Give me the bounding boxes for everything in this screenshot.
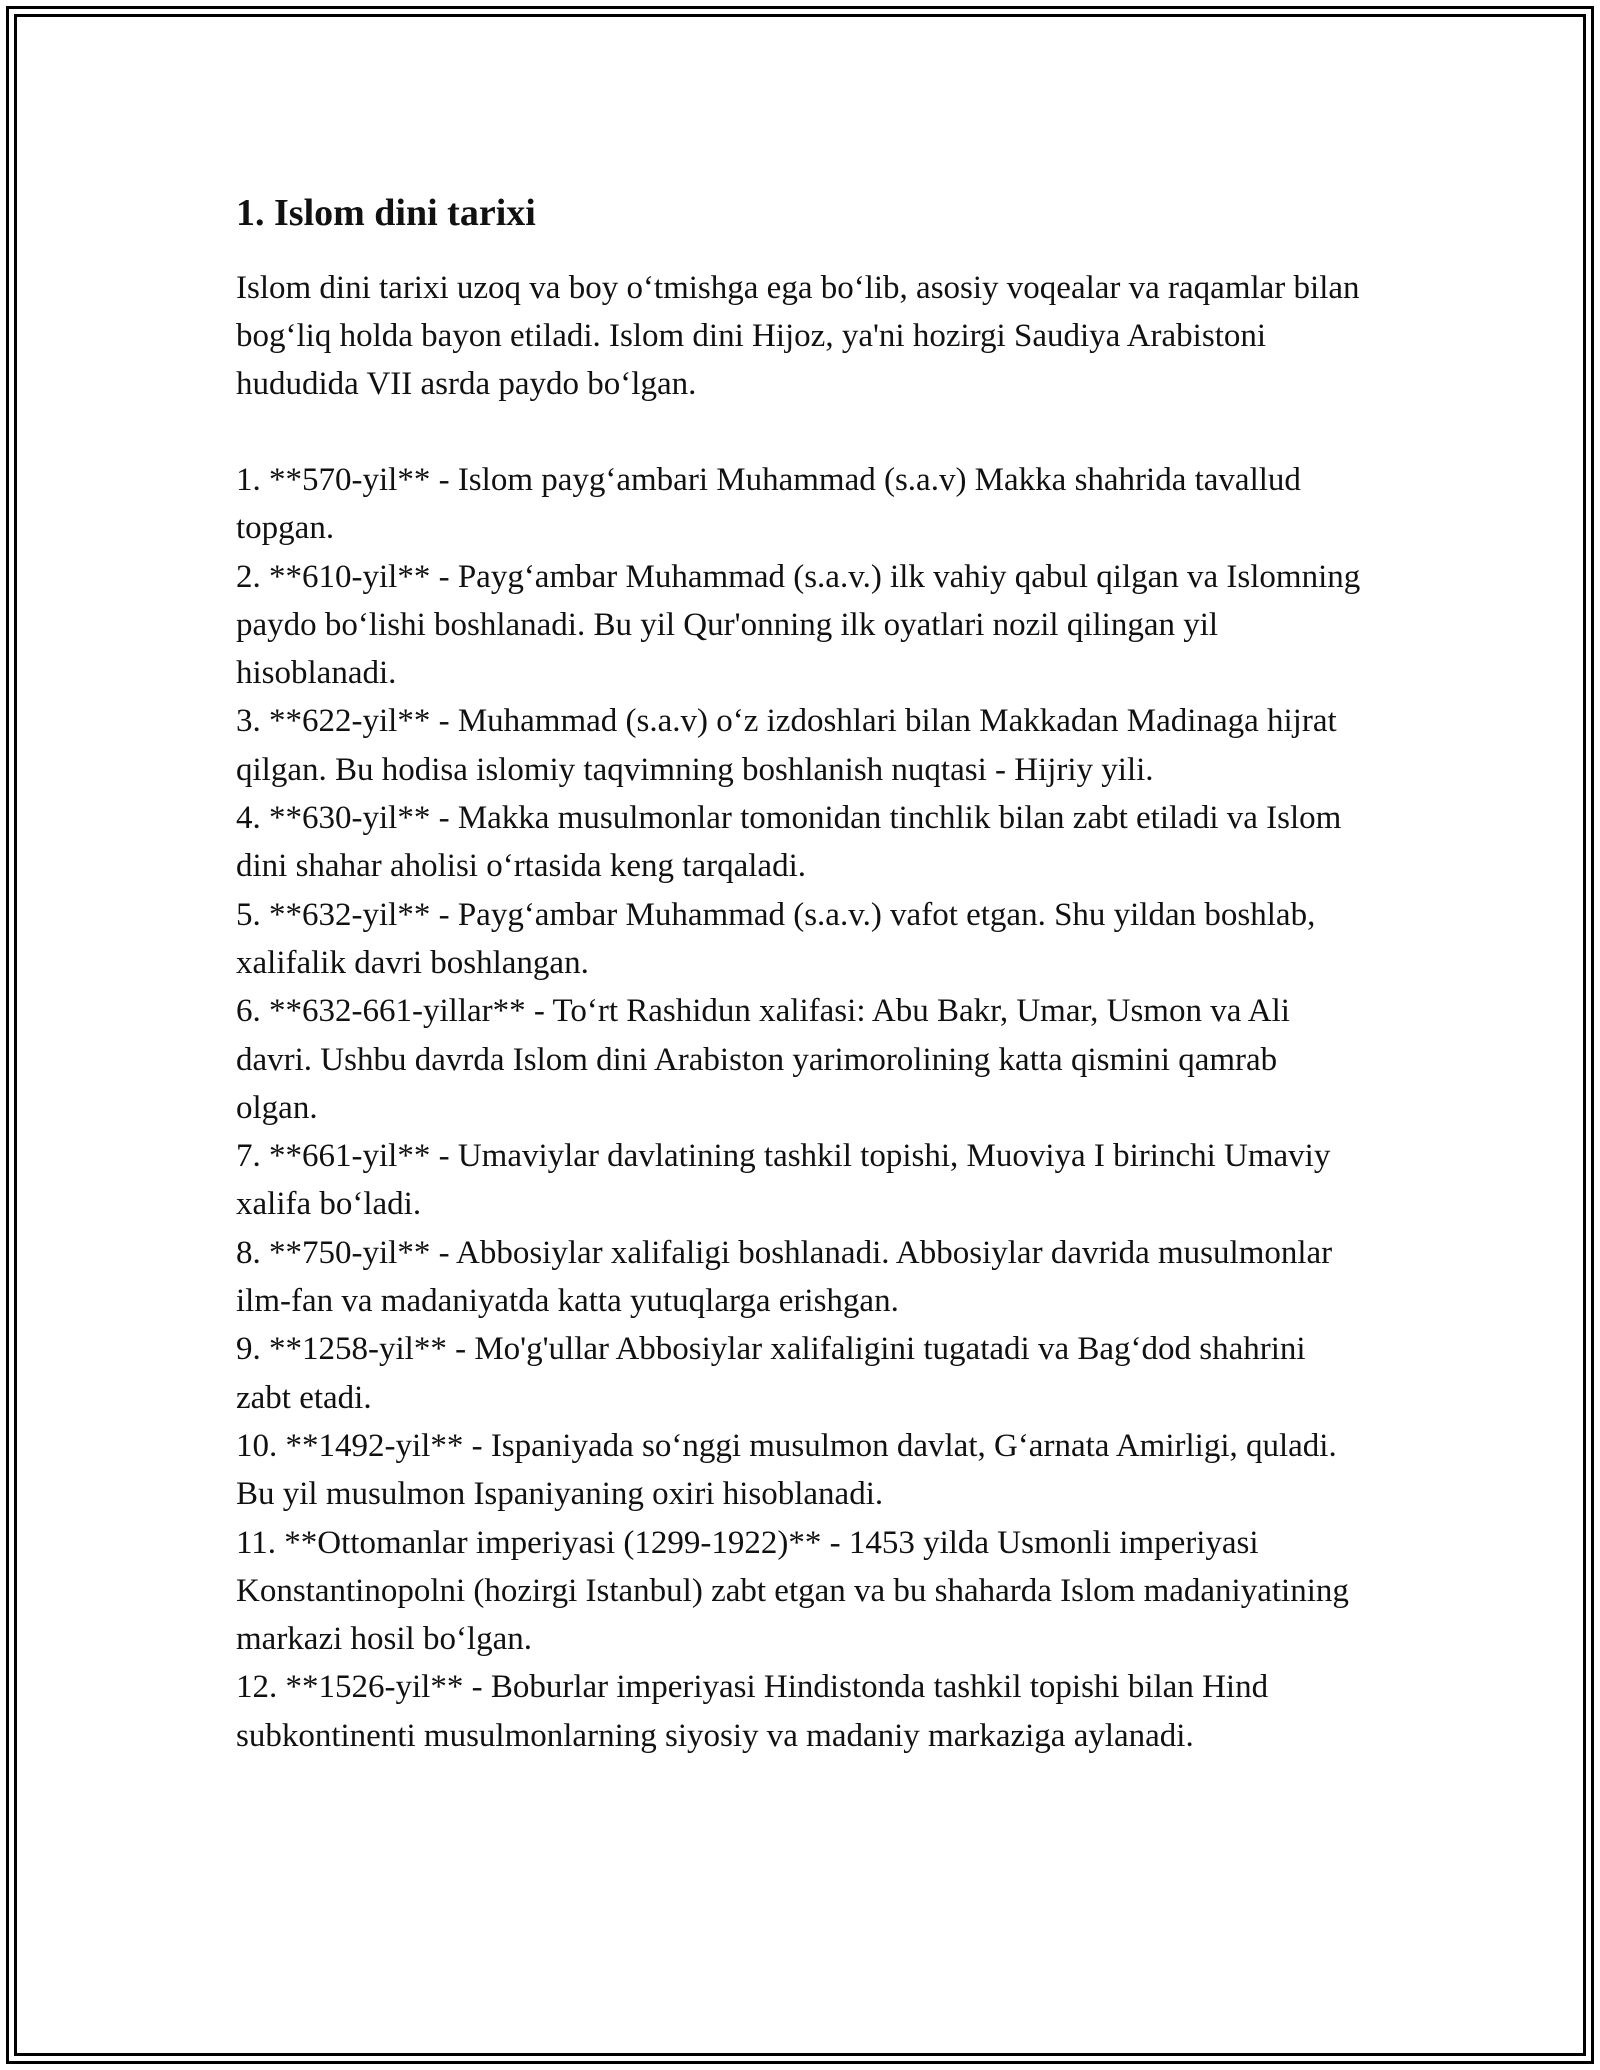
timeline-item-12: 12. **1526-yil** - Boburlar imperiyasi Hindistonda tashkil topishi bilan Hind subkontinenti musulmonlarning siyosiy va madaniy markaziga aylanadi. [236, 1669, 1269, 1754]
timeline-item-2: 2. **610-yil** - Paygʻambar Muhammad (s.a.v.) ilk vahiy qabul qilgan va Islomning paydo boʻlishi boshlanadi. Bu yil Qur'onning ilk oyatlari nozil qilingan yil hisoblanadi. [236, 558, 1361, 692]
timeline-item-10: 10. **1492-yil** - Ispaniyada soʻnggi musulmon davlat, Gʻarnata Amirligi, quladi. Bu yil musulmon Ispaniyaning oxiri hisoblanadi. [236, 1427, 1337, 1513]
document-body [236, 188, 1366, 1760]
timeline-item-7: 7. **661-yil** - Umaviylar davlatining tashkil topishi, Muoviya I birinchi Umaviy xalifa boʻladi. [236, 1138, 1331, 1223]
timeline-item-8: 8. **750-yil** - Abbosiylar xalifaligi boshlanadi. Abbosiylar davrida musulmonlar ilm-fan va madaniyatda katta yutuqlarga erishgan. [236, 1234, 1333, 1320]
timeline-item-1: 1. **570-yil** - Islom paygʻambari Muhammad (s.a.v) Makka shahrida tavallud topgan. [236, 462, 1301, 547]
timeline-item-5: 5. **632-yil** - Paygʻambar Muhammad (s.a.v.) vafot etgan. Shu yildan boshlab, xalifalik davri boshlangan. [236, 896, 1316, 981]
intro-paragraph: Islom dini tarixi uzoq va boy oʻtmishga ega boʻlib, asosiy voqealar va raqamlar bilan bogʻliq holda bayon etiladi. Islom dini Hijoz, ya'ni hozirgi Saudiya Arabistoni hududida VII asrda paydo boʻlgan. [236, 270, 1360, 402]
timeline-item-3: 3. **622-yil** - Muhammad (s.a.v) oʻz izdoshlari bilan Makkadan Madinaga hijrat qilgan. Bu hodisa islomiy taqvimning boshlanish nuqtasi - Hijriy yili. [236, 703, 1337, 788]
timeline-item-11: 11. **Ottomanlar imperiyasi (1299-1922)** - 1453 yilda Usmonli imperiyasi Konstantinopolni (hozirgi Istanbul) zabt etgan va bu shaharda Islom madaniyatining markazi hosil boʻlgan. [236, 1524, 1349, 1658]
timeline-item-4: 4. **630-yil** - Makka musulmonlar tomonidan tinchlik bilan zabt etiladi va Islom dini shahar aholisi oʻrtasida keng tarqaladi. [236, 800, 1342, 885]
timeline-list [236, 456, 1366, 1760]
section-heading: 1. Islom dini tarixi [236, 192, 536, 234]
timeline-item-9: 9. **1258-yil** - Mo'g'ullar Abbosiylar xalifaligini tugatadi va Bagʻdod shahrini zabt etadi. [236, 1331, 1306, 1416]
timeline-item-6: 6. **632-661-yillar** - Toʻrt Rashidun xalifasi: Abu Bakr, Umar, Usmon va Ali davri. Ushbu davrda Islom dini Arabiston yarimorolining katta qismini qamrab olgan. [236, 993, 1290, 1126]
